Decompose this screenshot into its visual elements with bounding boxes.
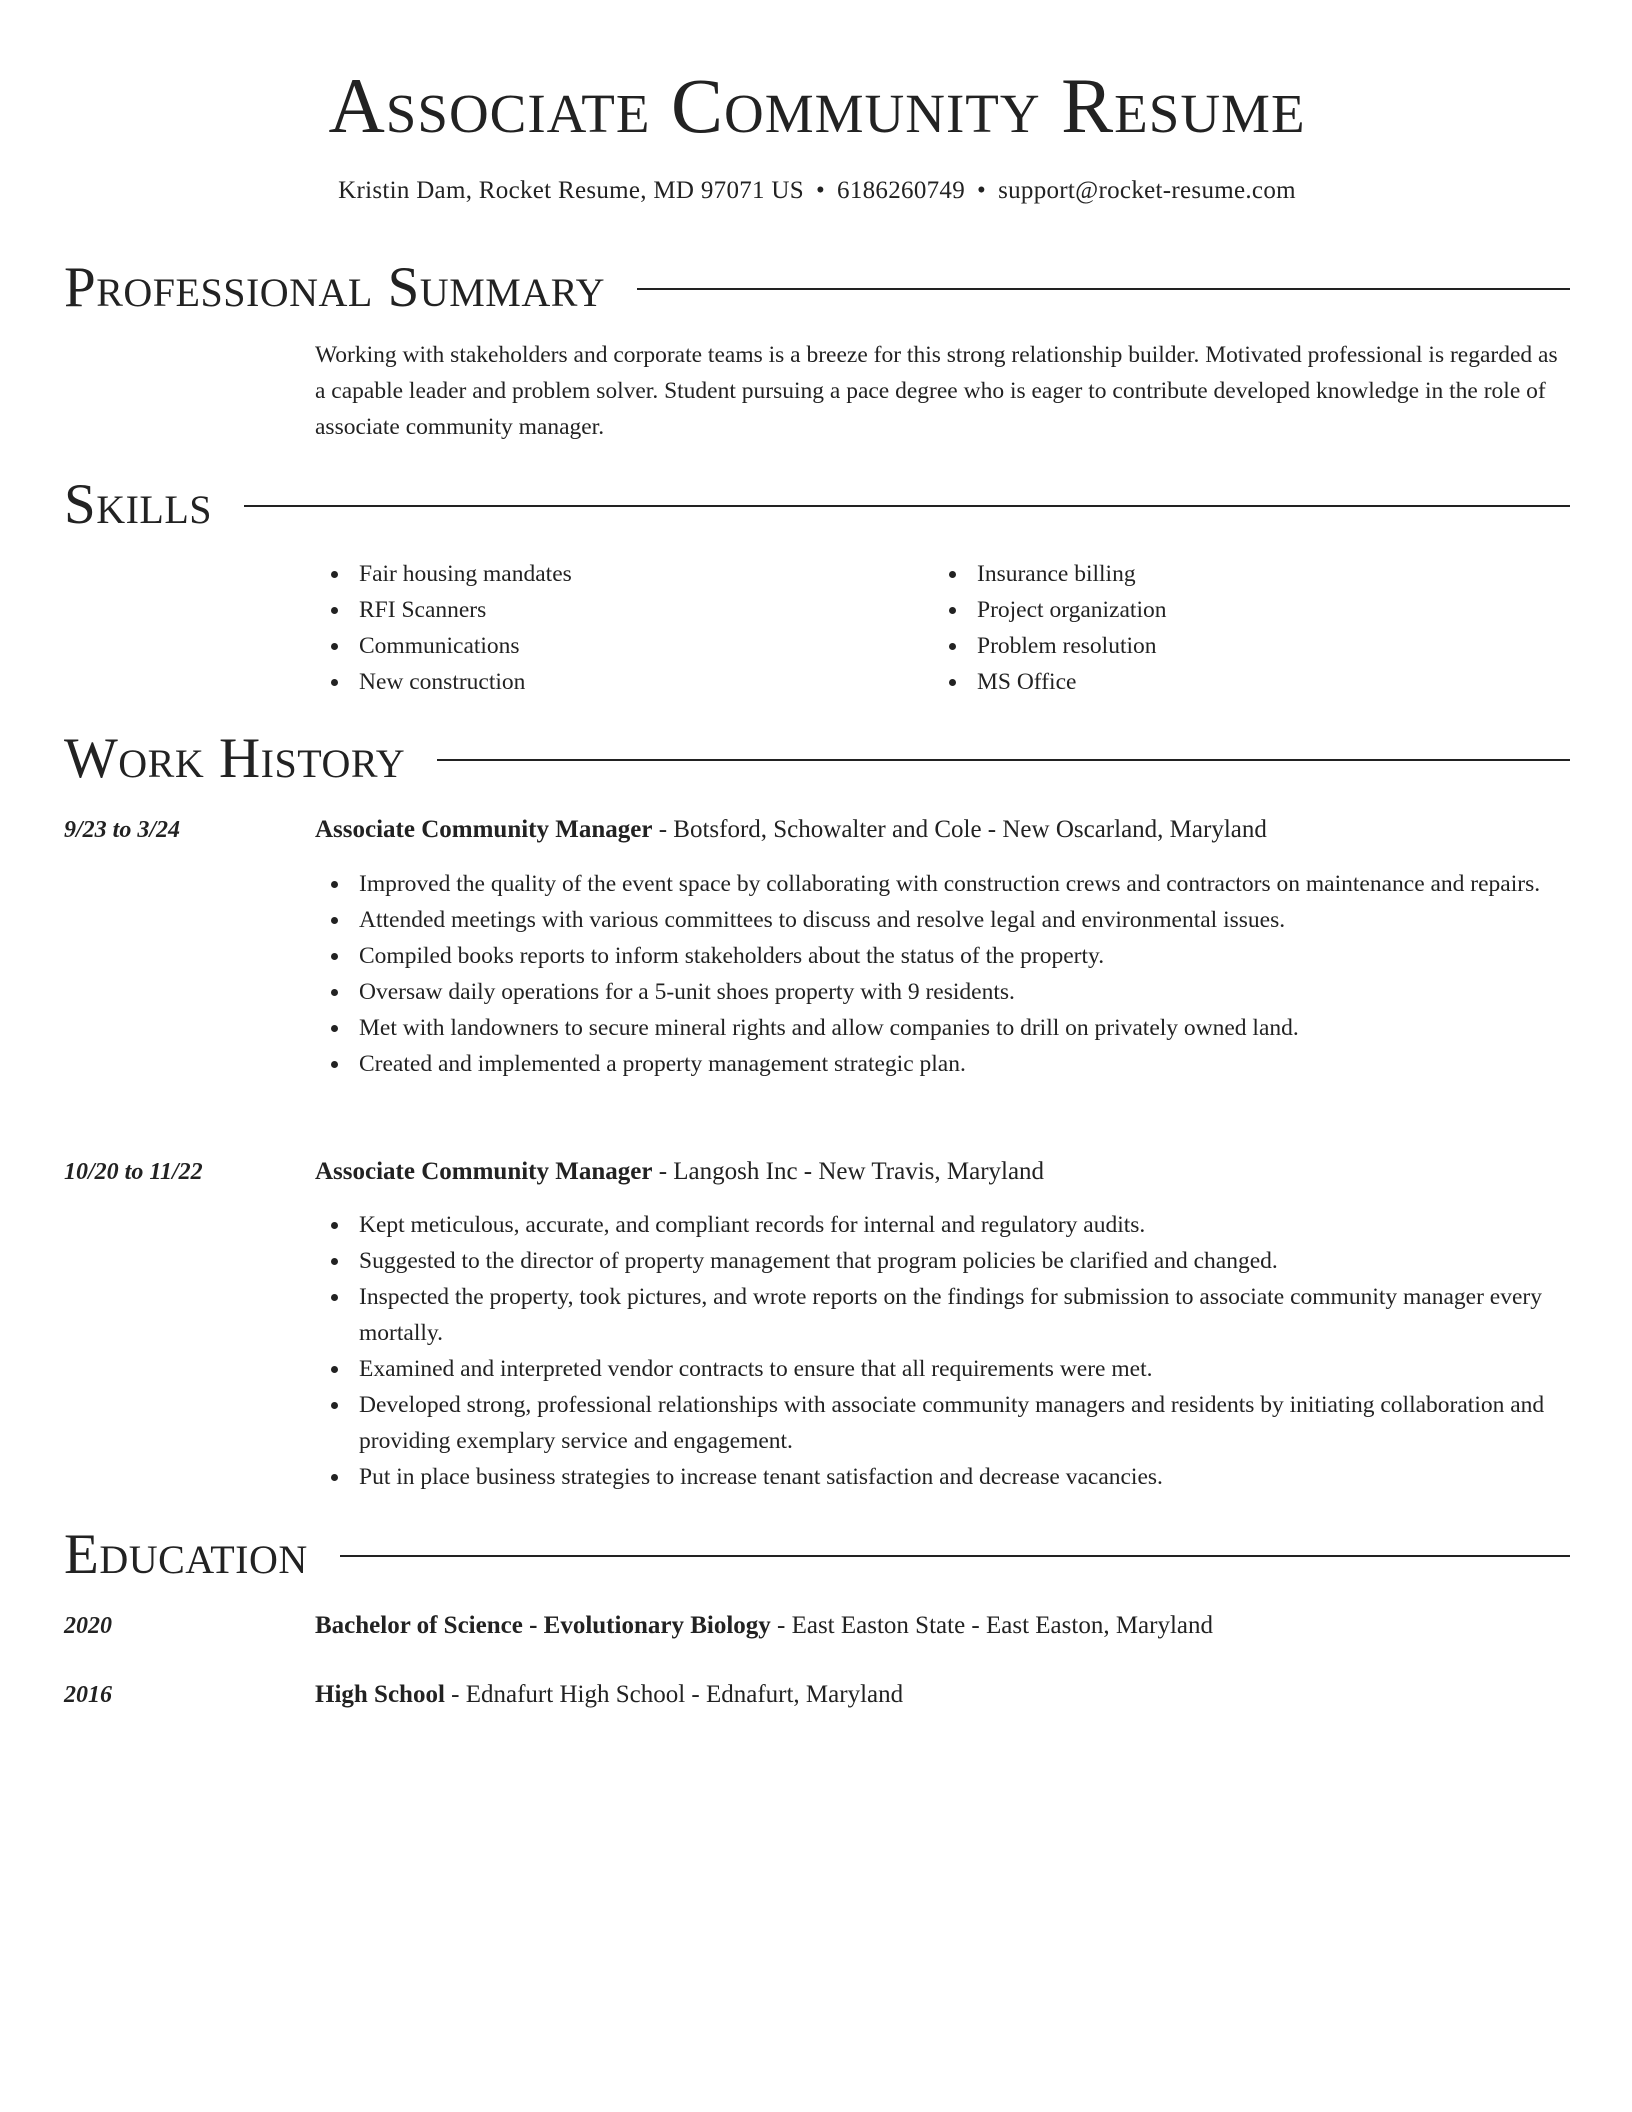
education-degree: Bachelor of Science - Evolutionary Biology: [315, 1612, 771, 1639]
section-education-header: [64, 1520, 1570, 1590]
skills-column-right: [933, 556, 1551, 700]
section-divider: [637, 288, 1570, 290]
skill-item: Communications: [315, 628, 933, 664]
contact-separator: •: [977, 177, 987, 204]
work-bullet: Created and implemented a property management strategic plan.: [315, 1046, 1570, 1082]
work-date: 10/20 to 11/22: [64, 1159, 203, 1185]
contact-line: [64, 173, 1570, 209]
education-degree: High School: [315, 1681, 445, 1708]
education-details: - Ednafurt High School - Ednafurt, Maryland: [444, 1681, 904, 1708]
contact-email: support@rocket-resume.com: [998, 177, 1296, 204]
work-heading: [315, 812, 1267, 848]
work-bullet: Attended meetings with various committees to discuss and resolve legal and environmental issues.: [315, 902, 1570, 938]
work-bullet: Inspected the property, took pictures, and wrote reports on the findings for submission to associate community manager every mortally.: [315, 1279, 1570, 1351]
skills-list: [315, 556, 1570, 700]
contact-location: Kristin Dam, Rocket Resume, MD 97071 US: [338, 177, 804, 204]
work-bullet: Developed strong, professional relationships with associate community managers and residents by initiating collaboration and providing exemplary service and engagement.: [315, 1387, 1570, 1459]
section-divider: [244, 505, 1570, 507]
work-role: Associate Community Manager: [315, 1158, 653, 1185]
work-bullet: Oversaw daily operations for a 5-unit shoes property with 9 residents.: [315, 974, 1570, 1010]
section-divider: [340, 1555, 1570, 1557]
skill-item: Insurance billing: [933, 556, 1551, 592]
section-summary-header: [64, 253, 1570, 323]
work-role: Associate Community Manager: [315, 816, 653, 843]
work-bullet: Suggested to the director of property management that program policies be clarified and changed.: [315, 1243, 1570, 1279]
section-divider: [437, 759, 1570, 761]
education-date: 2016: [64, 1682, 112, 1708]
education-details: - East Easton State - East Easton, Maryland: [770, 1612, 1214, 1639]
skill-item: New construction: [315, 664, 933, 700]
education-date: 2020: [64, 1613, 112, 1639]
skill-item: Fair housing mandates: [315, 556, 933, 592]
section-title-work: Work History: [64, 727, 406, 790]
work-date: 9/23 to 3/24: [64, 817, 181, 843]
work-bullets: [315, 1207, 1570, 1495]
section-work-header: [64, 724, 1570, 794]
section-title-skills: Skills: [64, 473, 213, 536]
education-heading: [315, 1608, 1213, 1644]
skill-item: RFI Scanners: [315, 592, 933, 628]
contact-separator: •: [815, 177, 826, 204]
summary-paragraph: Working with stakeholders and corporate teams is a breeze for this strong relationship builder. Motivated professional is regarded as a capable leader and problem solver. Student pursuing a pace degree who is eager to contribute developed knowledge in the role of associate community manager.: [315, 342, 1558, 440]
skill-item: MS Office: [933, 664, 1551, 700]
section-title-education: Education: [64, 1523, 308, 1586]
work-bullet: Improved the quality of the event space by collaborating with construction crews and contractors on maintenance and repairs.: [315, 866, 1570, 902]
skill-item: Project organization: [933, 592, 1551, 628]
section-skills-header: [64, 470, 1570, 540]
resume-title: Associate Community Resume: [328, 62, 1306, 149]
skills-column-left: [315, 556, 933, 700]
work-details: - Botsford, Schowalter and Cole - New Oscarland, Maryland: [652, 816, 1267, 843]
work-bullet: Met with landowners to secure mineral rights and allow companies to drill on privately owned land.: [315, 1010, 1570, 1046]
education-heading: [315, 1677, 903, 1713]
section-title-summary: Professional Summary: [64, 256, 606, 319]
skill-item: Problem resolution: [933, 628, 1551, 664]
work-bullets: [315, 866, 1570, 1082]
contact-phone: 6186260749: [837, 177, 966, 204]
work-bullet: Examined and interpreted vendor contracts to ensure that all requirements were met.: [315, 1351, 1570, 1387]
work-details: - Langosh Inc - New Travis, Maryland: [652, 1158, 1045, 1185]
work-bullet: Kept meticulous, accurate, and compliant records for internal and regulatory audits.: [315, 1207, 1570, 1243]
work-heading: [315, 1154, 1044, 1190]
work-bullet: Put in place business strategies to increase tenant satisfaction and decrease vacancies.: [315, 1459, 1570, 1495]
work-bullet: Compiled books reports to inform stakeholders about the status of the property.: [315, 938, 1570, 974]
